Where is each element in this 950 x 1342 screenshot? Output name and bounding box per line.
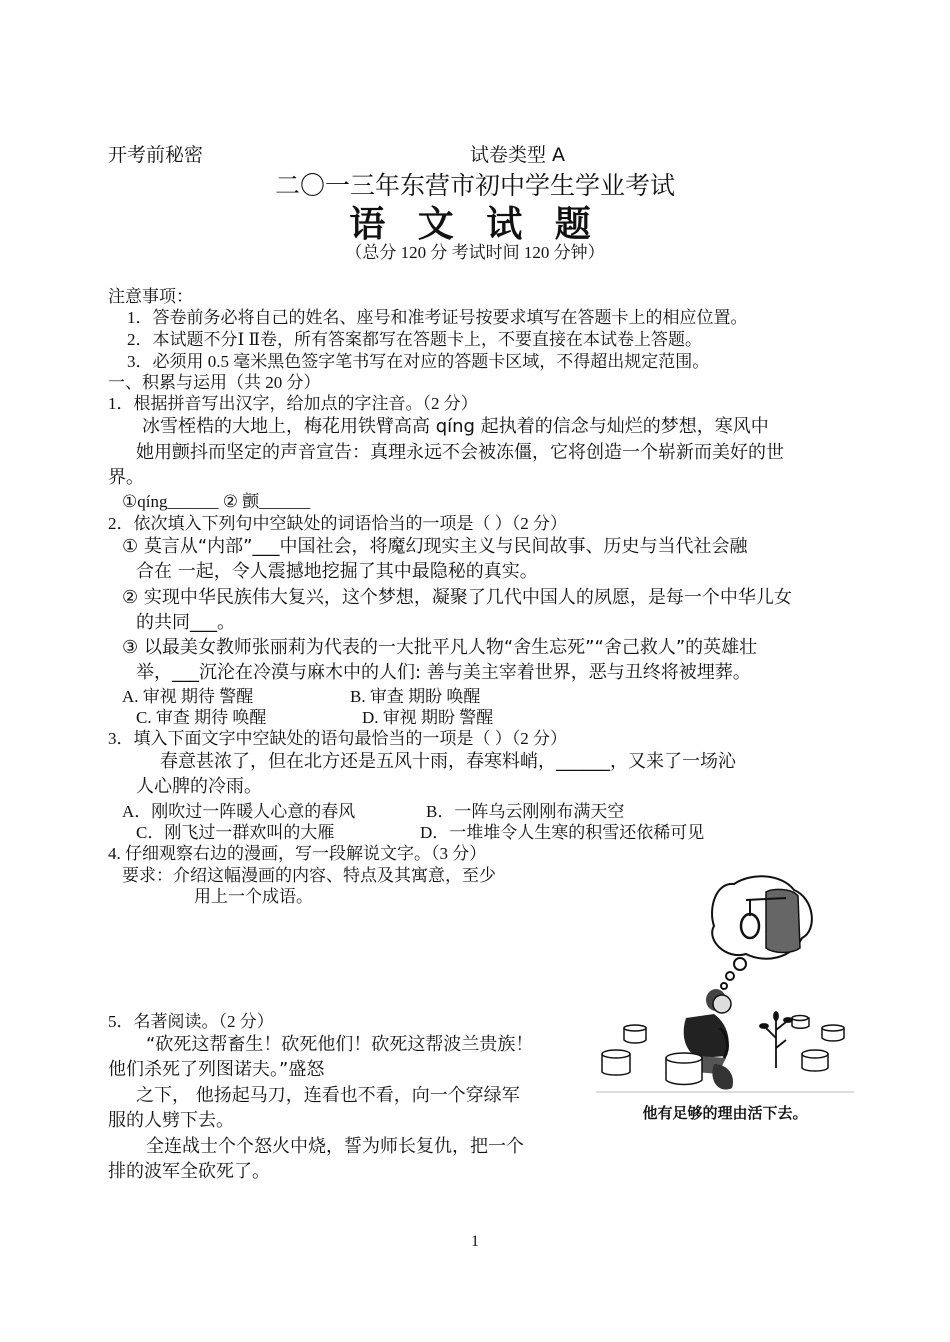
q5-line: 他们杀死了列图诺夫。”盛怒 bbox=[108, 1059, 325, 1080]
q1-answer-blanks: ①qíng______ ② 颤______ bbox=[122, 492, 311, 511]
q4-stem: 4. 仔细观察右边的漫画，写一段解说文字。（3 分） bbox=[108, 844, 487, 863]
q2-line: 举，___沉沦在冷漠与麻木中的人们: 善与美主宰着世界，恶与丑终将被埋葬。 bbox=[136, 662, 751, 683]
subject-title: 语 文 试 题 bbox=[349, 204, 601, 245]
paper-type-label: 试卷类型 A bbox=[470, 144, 566, 166]
q2-line: 合在 一起，令人震撼地挖掘了其中最隐秘的真实。 bbox=[136, 561, 538, 582]
exam-title: 二〇一三年东营市初中学生学业考试 bbox=[274, 171, 675, 200]
q5-line: 服的人劈下去。 bbox=[108, 1110, 234, 1131]
q5-line: 全连战士个个怒火中烧，誓为师长复仇，把一个 bbox=[146, 1136, 524, 1157]
note-item-3: 3．必须用 0.5 毫米黑色签字笔书写在对应的答题卡区域，不得超出规定范围。 bbox=[127, 352, 710, 371]
q2-line: ② 实现中华民族伟大复兴，这个梦想，凝聚了几代中国人的夙愿，是每一个中华儿女 bbox=[122, 587, 792, 608]
q5-line: 排的波军全砍死了。 bbox=[108, 1161, 270, 1182]
q5-stem: 5．名著阅读。（2 分） bbox=[108, 1012, 274, 1031]
q5-line: “砍死这帮畜生！砍死他们！砍死这帮波兰贵族！ bbox=[146, 1034, 534, 1055]
cartoon-caption: 他有足够的理由活下去。 bbox=[642, 1104, 808, 1122]
q3-line: 春意甚浓了，但在北方还是五风十雨，春寒料峭，______，又来了一场沁 bbox=[160, 751, 736, 772]
q2-line: 的共同___。 bbox=[136, 612, 235, 633]
q1-passage-line: 她用颤抖而坚定的声音宣告：真理永远不会被冻僵，它将创造一个崭新而美好的世 bbox=[136, 442, 784, 463]
notes-heading: 注意事项： bbox=[108, 287, 193, 306]
q3-line: 人心脾的冷雨。 bbox=[136, 776, 262, 797]
sapling-icon bbox=[760, 1012, 792, 1068]
q4-requirement: 要求：介绍这幅漫画的内容、特点及其寓意，至少 bbox=[122, 866, 496, 885]
section1-heading: 一、积累与运用（共 20 分） bbox=[108, 373, 321, 392]
q2-stem: 2．依次填入下列句中空缺处的词语恰当的一项是（ ）（2 分） bbox=[108, 514, 567, 533]
q2-option-c: C. 审查 期待 唤醒 bbox=[136, 708, 267, 727]
q3-option-c: C．刚飞过一群欢叫的大雁 bbox=[136, 823, 335, 842]
note-item-2: 2．本试题不分Ⅰ Ⅱ卷，所有答案都写在答题卡上，不要直接在本试卷上答题。 bbox=[127, 330, 703, 349]
q1-stem: 1．根据拼音写出汉字，给加点的字注音。（2 分） bbox=[108, 394, 478, 413]
q2-line: ③ 以最美女教师张丽莉为代表的一大批平凡人物“舍生忘死”“舍己救人”的英雄壮 bbox=[122, 637, 758, 658]
exam-info: （总分 120 分 考试时间 120 分钟） bbox=[345, 243, 605, 262]
q3-option-b: B．一阵乌云刚刚布满天空 bbox=[426, 802, 625, 821]
q3-stem: 3．填入下面文字中空缺处的语句最恰当的一项是（ ）（2 分） bbox=[108, 729, 567, 748]
q5-line: 之下， 他扬起马刀，连看也不看，向一个穿绿军 bbox=[136, 1085, 520, 1106]
page-number: 1 bbox=[471, 1233, 479, 1250]
confidential-label: 开考前秘密 bbox=[108, 144, 204, 166]
q2-line: ① 莫言从“内部”___中国社会，将魔幻现实主义与民间故事、历史与当代社会融 bbox=[122, 536, 748, 557]
q2-option-d: D. 审视 期盼 警醒 bbox=[362, 708, 494, 727]
q2-option-a: A. 审视 期待 警醒 bbox=[122, 687, 254, 706]
q3-option-a: A．刚吹过一阵暖人心意的春风 bbox=[122, 802, 356, 821]
q1-passage-line: 冰雪桎梏的大地上，梅花用铁臂高高 qíng 起执着的信念与灿烂的梦想，寒风中 bbox=[142, 416, 769, 437]
q1-passage-line: 界。 bbox=[108, 467, 144, 488]
q2-option-b: B. 审查 期盼 唤醒 bbox=[350, 687, 481, 706]
q4-requirement-cont: 用上一个成语。 bbox=[194, 887, 313, 906]
note-item-1: 1．答卷前务必将自己的姓名、座号和准考证号按要求填写在答题卡上的相应位置。 bbox=[127, 308, 748, 327]
q3-option-d: D．一堆堆令人生寒的积雪还依稀可见 bbox=[420, 823, 705, 842]
cartoon-illustration bbox=[596, 868, 854, 1130]
